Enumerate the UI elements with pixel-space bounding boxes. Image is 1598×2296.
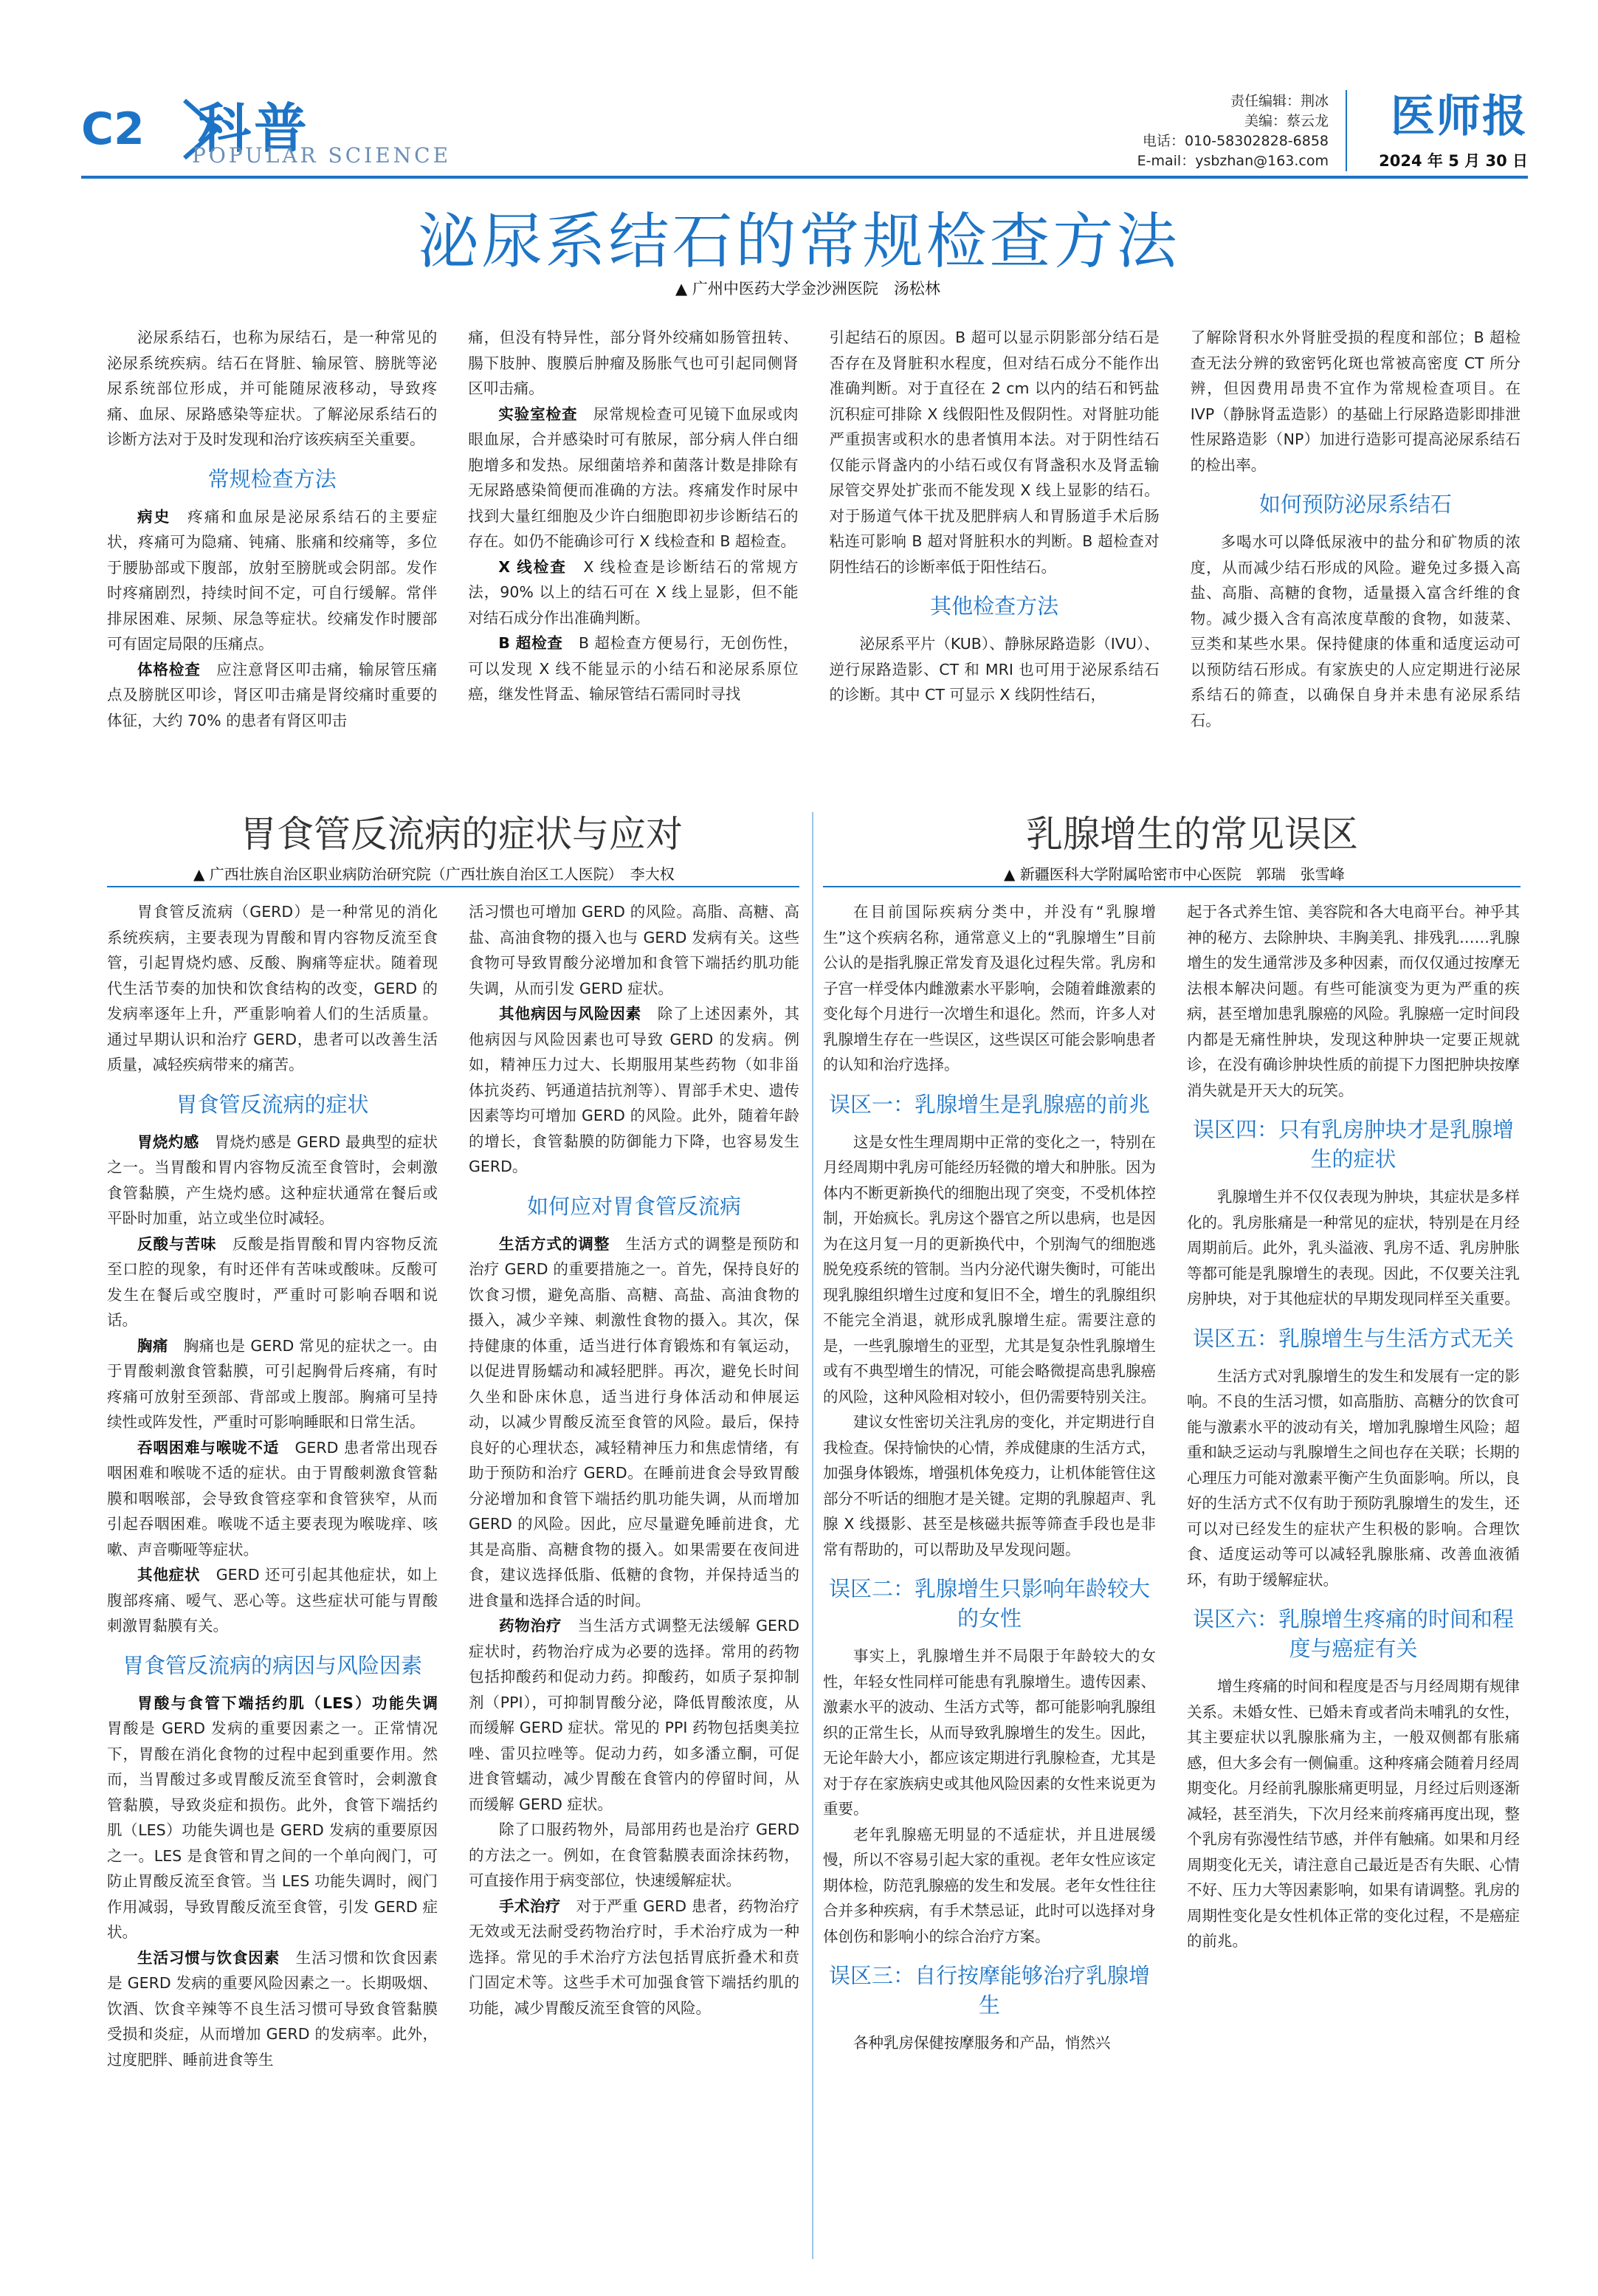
lead-term: 病史 bbox=[137, 507, 171, 526]
page-number: C2 bbox=[81, 103, 145, 155]
paragraph-text: B 超检查方便易行，无创伤性，可以发现 X 线不能显示的小结石和泌尿系原位癌，继发性肾盂、输尿管结石需同时寻找 bbox=[468, 634, 799, 703]
lead-term: 吞咽困难与喉咙不适 bbox=[137, 1438, 280, 1457]
article1-col-1 bbox=[107, 325, 437, 797]
article3-col-1 bbox=[823, 899, 1156, 2265]
paragraph: 除了口服药物外，局部用药也是治疗 GERD 的方法之一。例如，在食管黏膜表面涂抹药物，可直接作用于病变部位，快速缓解症状。 bbox=[469, 1821, 799, 1889]
paragraph-text: 尿常规检查可见镜下血尿或肉眼血尿，合并感染时可有脓尿，部分病人伴白细胞增多和发热。尿细菌培养和菌落计数是排除有无尿路感染简便而准确的方法。疼痛发作时尿中找到大量红细胞及少许白细胞即初步诊断结石的存在。如仍不能确诊可行 X 线检查和 B 超检查。 bbox=[468, 405, 799, 550]
paragraph bbox=[107, 1562, 438, 1639]
paragraph: 泌尿系平片（KUB）、静脉尿路造影（IVU）、逆行尿路造影、CT 和 MRI 也可用于泌尿系结石的诊断。其中 CT 可显示 X 线阴性结石， bbox=[829, 635, 1160, 704]
paragraph-text: 生活方式的调整是预防和治疗 GERD 的重要措施之一。首先，保持良好的饮食习惯，避免高脂、高糖、高盐、高油食物的摄入，减少辛辣、刺激性食物的摄入。其次，保持健康的体重，适当进行体育锻炼和有氧运动，以促进胃肠蠕动和减轻肥胖。再次，避免长时间久坐和卧床休息，适当进行身体活动和伸展运动，以减少胃酸反流至食管的风险。最后，保持良好的心理状态，减轻精神压力和焦虑情绪，有助于预防和治疗 GERD。在睡前进食会导致胃酸分泌增加和食管下端括约肌功能失调，从而增加 GERD 的风险。因此，应尽量避免睡前进食，尤其是高脂、高糖食物的摄入。如果需要在夜间进食，建议选择低脂、低糖的食物，并保持适当的进食量和选择合适的时间。 bbox=[469, 1234, 799, 1609]
paragraph bbox=[468, 554, 798, 631]
article2-body bbox=[107, 899, 799, 2265]
lead-term: 胸痛 bbox=[137, 1336, 168, 1355]
paragraph-text: 除了上述因素外，其他病因与风险因素也可导致 GERD 的发病。例如，精神压力过大、长期服用某些药物（如非甾体抗炎药、钙通道拮抗剂等）、胃部手术史、遗传因素等均可增加 GERD 的风险。此外，随着年龄的增长，食管黏膜的防御能力下降，也容易发生 GERD。 bbox=[469, 1005, 799, 1175]
paragraph: 生活方式对乳腺增生的发生和发展有一定的影响。不良的生活习惯，如高脂肪、高糖分的饮食可能与激素水平的波动有关，增加乳腺增生风险；超重和缺乏运动与乳腺增生之间也存在关联；长期的心理压力可能对激素平衡产生负面影响。所以，良好的生活方式不仅有助于预防乳腺增生的发生，还可以对已经发生的症状产生积极的影响。合理饮食、适度运动等可以减轻乳腺胀痛、改善血液循环，有助于缓解症状。 bbox=[1187, 1367, 1520, 1589]
subheading: 误区六：乳腺增生疼痛的时间和程度与癌症有关 bbox=[1192, 1606, 1514, 1661]
paragraph-text: 反酸是指胃酸和胃内容物反流至口腔的现象，有时还伴有苦味或酸味。反酸可发生在餐后或空腹时，严重时可影响吞咽和说话。 bbox=[107, 1234, 438, 1329]
subheading: 误区三：自行按摩能够治疗乳腺增生 bbox=[828, 1963, 1150, 2018]
brand-name: 医师报 bbox=[1391, 91, 1528, 142]
paragraph: 各种乳房保健按摩服务和产品，悄然兴 bbox=[853, 2034, 1111, 2052]
lead-term: 其他症状 bbox=[137, 1566, 201, 1584]
email-line: E-mail：ysbzhan@163.com bbox=[1137, 153, 1329, 169]
paragraph bbox=[107, 1130, 438, 1231]
designer-line: 美编：蔡云龙 bbox=[1244, 113, 1329, 129]
paragraph-text: GERD 患者常出现吞咽困难和喉咙不适的症状。由于胃酸刺激食管黏膜和咽喉部，会导致食管痉挛和食管狭窄，从而引起吞咽困难。喉咙不适主要表现为喉咙痒、咳嗽、声音嘶哑等症状。 bbox=[107, 1438, 438, 1558]
paragraph-text: 疼痛和血尿是泌尿系结石的主要症状，疼痛可为隐痛、钝痛、胀痛和绞痛等，多位于腰胁部或下腹部，放射至膀胱或会阴部。发作时疼痛剧烈，持续时间不定，可自行缓解。常伴排尿困难、尿频、尿急等症状。绞痛发作时腰部可有固定局限的压痛点。 bbox=[107, 507, 438, 653]
article3-body bbox=[823, 899, 1520, 2265]
paragraph: 增生疼痛的时间和程度是否与月经周期有规律关系。未婚女性、已婚未育或者尚未哺乳的女性，其主要症状以乳腺胀痛为主，一般双侧都有胀痛感，但大多会有一侧偏重。这种疼痛会随着月经周期变化。月经前乳腺胀痛更明显，月经过后则逐渐减轻，甚至消失，下次月经来前疼痛再度出现，整个乳房有弥漫性结节感，并伴有触痛。如果和月经周期变化无关，请注意自己最近是否有失眠、心情不好、压力大等因素影响，如果有请调整。乳房的周期性变化是女性机体正常的变化过程，不是癌症的前兆。 bbox=[1187, 1677, 1520, 1950]
paragraph: 乳腺增生并不仅仅表现为肿块，其症状是多样化的。乳房胀痛是一种常见的症状，特别是在月经周期前后。此外，乳头溢液、乳房不适、乳房肿胀等都可能是乳腺增生的表现。因此，不仅要关注乳房肿块，对于其他症状的早期发现同样至关重要。 bbox=[1187, 1188, 1520, 1307]
editor-line: 责任编辑：荆冰 bbox=[1230, 93, 1329, 109]
lead-term: 实验室检查 bbox=[498, 405, 578, 423]
column-divider bbox=[812, 812, 813, 2259]
subheading: 如何应对胃食管反流病 bbox=[526, 1193, 741, 1219]
article3-col-2 bbox=[1187, 899, 1520, 2265]
masthead bbox=[81, 81, 1528, 170]
section-subtitle: POPULAR SCIENCE bbox=[192, 143, 452, 168]
paragraph-text: 生活习惯和饮食因素是 GERD 发病的重要风险因素之一。长期吸烟、饮酒、饮食辛辣等不良生活习惯可导致食管黏膜受损和炎症，从而增加 GERD 的发病率。此外，过度肥胖、睡前进食等生 bbox=[107, 1948, 438, 2069]
subheading: 如何预防泌尿系结石 bbox=[1258, 492, 1452, 517]
paragraph: 这是女性生理周期中正常的变化之一，特别在月经周期中乳房可能经历轻微的增大和肿胀。因为体内不断更新换代的细胞出现了突变，不受机体控制，开始疯长。乳房这个器官之所以患病，也是因为在这月复一月的更新换代中，个别淘气的细胞逃脱免疫系统的管制。当内分泌代谢失衡时，可能出现乳腺组织增生过度和复旧不全，增生的乳腺组织不能完全消退，就形成乳腺增生症。需要注意的是，一些乳腺增生的亚型，尤其是复杂性乳腺增生或有不典型增生的情况，可能会略微提高患乳腺癌的风险，这种风险相对较小，但仍需要特别关注。 bbox=[823, 1132, 1156, 1406]
paragraph bbox=[469, 1001, 799, 1180]
lead-term: 胃烧灼感 bbox=[137, 1132, 199, 1151]
subheading: 常规检查方法 bbox=[207, 466, 337, 492]
phone-line: 电话：010-58302828-6858 bbox=[1142, 133, 1329, 149]
article1-author: ▲ 广州中医药大学金沙洲医院 汤松林 bbox=[675, 280, 940, 298]
article2-col-1 bbox=[107, 899, 438, 2265]
subheading: 误区五：乳腺增生与生活方式无关 bbox=[1192, 1325, 1514, 1351]
subheading: 其他检查方法 bbox=[930, 594, 1059, 619]
paragraph-text: 胃烧灼感是 GERD 最典型的症状之一。当胃酸和胃内容物反流至食管时，会刺激食管黏膜，产生烧灼感。这种症状通常在餐后或平卧时加重，站立或坐位时减轻。 bbox=[107, 1132, 438, 1227]
paragraph-text: 对于严重 GERD 患者，药物治疗无效或无法耐受药物治疗时，手术治疗成为一种选择。常见的手术治疗方法包括胃底折叠术和贲门固定术等。这些手术可加强食管下端括约肌的功能，减少胃酸反流至食管的风险。 bbox=[469, 1897, 799, 2017]
subheading: 误区四：只有乳房肿块才是乳腺增生的症状 bbox=[1192, 1117, 1514, 1172]
paragraph: 起于各式养生馆、美容院和各大电商平台。神乎其神的秘方、去除肿块、丰胸美乳、排残乳……乳腺增生的发生通常涉及多种因素，而仅仅通过按摩无法根本解决问题。有些可能演变为更为严重的疾病，甚至增加患乳腺癌的风险。乳腺癌一定时间段内都是无痛性肿块，发现这种肿块一定要正规就诊，在没有确诊肿块性质的前提下力图把肿块按摩消失就是开天大的玩笑。 bbox=[1187, 903, 1520, 1099]
article1-title: 泌尿系结石的常规检查方法 bbox=[418, 207, 1180, 277]
lead-term: 手术治疗 bbox=[499, 1897, 561, 1915]
paragraph bbox=[469, 1894, 799, 2021]
paragraph bbox=[469, 1613, 799, 1817]
paragraph: 在目前国际疾病分类中，并没有“乳腺增生”这个疾病名称，通常意义上的“乳腺增生”目前公认的是指乳腺正常发育及退化过程失常。乳房和子宫一样受体内雌激素水平影响，会随着雌激素的变化每个月进行一次增生和退化。然而，许多人对乳腺增生存在一些误区，这些误区可能会影响患者的认知和治疗选择。 bbox=[823, 903, 1156, 1073]
lead-term: 胃酸与食管下端括约肌（LES）功能失调 bbox=[137, 1694, 438, 1712]
paragraph: 建议女性密切关注乳房的变化，并定期进行自我检查。保持愉快的心情，养成健康的生活方式，加强身体锻炼，增强机体免疫力，让机体能管住这部分不听话的细胞才是关键。定期的乳腺超声、乳腺 X 线摄影、甚至是核磁共振等筛查手段也是非常有帮助的，可以帮助及早发现问题。 bbox=[823, 1413, 1156, 1558]
paragraph: 老年乳腺癌无明显的不适症状，并且进展缓慢，所以不容易引起大家的重视。老年女性应该定期体检，防范乳腺癌的发生和发展。老年女性往往合并多种疾病，有手术禁忌证，此时可以选择对身体创伤和影响小的综合治疗方案。 bbox=[823, 1825, 1156, 1945]
paragraph-text: 胸痛也是 GERD 常见的症状之一。由于胃酸刺激食管黏膜，可引起胸骨后疼痛，有时疼痛可放射至颈部、背部或上腹部。胸痛可呈持续性或阵发性，严重时可影响睡眠和日常生活。 bbox=[107, 1336, 438, 1431]
article1-col-4 bbox=[1191, 325, 1520, 797]
lead-term: 生活方式的调整 bbox=[499, 1234, 610, 1253]
lead-term: 药物治疗 bbox=[499, 1617, 562, 1635]
paragraph bbox=[468, 402, 798, 554]
paragraph: 痛，但没有特异性，部分肾外绞痛如肠管扭转、腸下肢肿、腹膜后肿瘤及肠胀气也可引起同侧肾区叩击痛。 bbox=[468, 329, 799, 397]
paragraph: 泌尿系结石，也称为尿结石，是一种常见的泌尿系统疾病。结石在肾脏、输尿管、膀胱等泌尿系统部位形成，并可能随尿液移动，导致疼痛、血尿、尿路感染等症状。了解泌尿系结石的诊断方法对于及时发现和治疗该疾病至关重要。 bbox=[107, 329, 438, 448]
lead-term: 反酸与苦味 bbox=[137, 1234, 217, 1253]
paragraph: 多喝水可以降低尿液中的盐分和矿物质的浓度，从而减少结石形成的风险。避免过多摄入高盐、高脂、高糖的食物，适量摄入富含纤维的食物。减少摄入含有高浓度草酸的食物，如菠菜、豆类和某些水果。保持健康的体重和适度运动可以预防结石形成。有家族史的人应定期进行泌尿系结石的筛查，以确保自身并未患有泌尿系结石。 bbox=[1190, 533, 1520, 729]
paragraph bbox=[107, 1231, 438, 1333]
article2-title: 胃食管反流病的症状与应对 bbox=[240, 813, 683, 856]
paragraph bbox=[468, 630, 798, 707]
paragraph: 了解除肾积水外肾脏受损的程度和部位；B 超检查无法分辨的致密钙化斑也常被高密度 CT 所分辨，但因费用昂贵不宜作为常规检查项目。在 IVP（静脉肾盂造影）的基础上行尿路造影即排泄性尿路造影（NP）加进行造影可提高泌尿系结石的检出率。 bbox=[1190, 329, 1520, 474]
paragraph bbox=[107, 657, 437, 734]
paragraph bbox=[469, 1231, 799, 1614]
article2-author: ▲ 广西壮族自治区职业病防治研究院（广西壮族自治区工人医院） 李大权 bbox=[193, 865, 675, 883]
subheading: 胃食管反流病的症状 bbox=[176, 1091, 369, 1117]
paragraph bbox=[107, 1945, 438, 2073]
paragraph-text: X 线检查是诊断结石的常规方法，90% 以上的结石可在 X 线上显影，但不能对结石成分作出准确判断。 bbox=[468, 557, 799, 627]
masthead-rule bbox=[81, 176, 1528, 179]
newspaper-logo bbox=[1358, 81, 1528, 171]
paragraph: 活习惯也可增加 GERD 的风险。高脂、高糖、高盐、高油食物的摄入也与 GERD 发病有关。这些食物可导致胃酸分泌增加和食管下端括约肌功能失调，从而引发 GERD 症状。 bbox=[469, 903, 799, 997]
paragraph-text: 应注意肾区叩击痛，输尿管压痛点及膀胱区叩诊，肾区叩击痛是肾绞痛时重要的体征，大约 70% 的患者有肾区叩击 bbox=[107, 660, 438, 729]
paragraph bbox=[107, 1333, 438, 1435]
article3-author: ▲ 新疆医科大学附属哈密市中心医院 郭瑞 张雪峰 bbox=[1004, 865, 1345, 883]
issue-date: 2024 年 5 月 30 日 bbox=[1379, 152, 1528, 170]
paragraph bbox=[107, 504, 437, 657]
paragraph-text: 胃酸是 GERD 发病的重要因素之一。正常情况下，胃酸在消化食物的过程中起到重要作用。然而，当胃酸过多或胃酸反流至食管时，会刺激食管黏膜，导致炎症和损伤。此外，食管下端括约肌（LES）功能失调也是 GERD 发病的重要原因之一。LES 是食管和胃之间的一个单向阀门，可防止胃酸反流至食管。当 LES 功能失调时，阀门作用减弱，导致胃酸反流至食管，引发 GERD 症状。 bbox=[107, 1719, 438, 1941]
paragraph bbox=[107, 1691, 438, 1945]
article2-col-2 bbox=[469, 899, 799, 2265]
section-title: 科普 bbox=[198, 97, 311, 159]
lead-term: 生活习惯与饮食因素 bbox=[137, 1948, 280, 1967]
subheading: 误区二：乳腺增生只影响年龄较大的女性 bbox=[828, 1576, 1150, 1631]
paragraph-text: GERD 还可引起其他症状，如上腹部疼痛、嗳气、恶心等。这些症状可能与胃酸刺激胃黏膜有关。 bbox=[107, 1566, 438, 1635]
article2-rule bbox=[107, 886, 799, 887]
article3-title: 乳腺增生的常见误区 bbox=[1026, 813, 1358, 856]
lead-term: B 超检查 bbox=[498, 634, 563, 652]
paragraph: 引起结石的原因。B 超可以显示阴影部分结石是否存在及肾脏积水程度，但对结石成分不能作出准确判断。对于直径在 2 cm 以内的结石和钙盐沉积症可排除 X 线假阳性及假阴性。对肾脏功能严重损害或积水的患者慎用本法。对于阴性结石仅能示肾盏内的小结石或仅有肾盏积水及肾盂输尿管交界处扩张而不能发现 X 线上显影的结石。对于肠道气体干扰及肥胖病人和胃肠道手术后肠粘连可影响 B 超对肾脏积水的判断。B 超检查对阴性结石的诊断率低于阳性结石。 bbox=[829, 329, 1160, 576]
paragraph-text: 当生活方式调整无法缓解 GERD 症状时，药物治疗成为必要的选择。常用的药物包括抑酸药和促动力药。抑酸药，如质子泵抑制剂（PPI），可抑制胃酸分泌，降低胃酸浓度，从而缓解 GERD 症状。常见的 PPI 药物包括奥美拉唑、雷贝拉唑等。促动力药，如多潘立酮，可促进食管蠕动，减少胃酸在食管内的停留时间，从而缓解 GERD 症状。 bbox=[469, 1617, 799, 1813]
paragraph bbox=[107, 1435, 438, 1563]
lead-term: X 线检查 bbox=[498, 557, 567, 576]
article1-col-3 bbox=[830, 325, 1160, 797]
masthead-divider bbox=[1346, 90, 1347, 171]
lead-term: 体格检查 bbox=[137, 660, 201, 678]
subheading: 误区一：乳腺增生是乳腺癌的前兆 bbox=[828, 1091, 1150, 1117]
editor-info bbox=[1137, 92, 1329, 171]
paragraph: 事实上，乳腺增生并不局限于年龄较大的女性，年轻女性同样可能患有乳腺增生。遗传因素、激素水平的波动、生活方式等，都可能影响乳腺组织的正常生长，从而导致乳腺增生的发生。因此，无论年龄大小，都应该定期进行乳腺检查，尤其是对于存在家族病史或其他风险因素的女性来说更为重要。 bbox=[823, 1647, 1156, 1818]
article1-col-2 bbox=[468, 325, 798, 797]
lead-term: 其他病因与风险因素 bbox=[499, 1005, 642, 1022]
subheading: 胃食管反流病的病因与风险因素 bbox=[122, 1652, 422, 1678]
paragraph: 胃食管反流病（GERD）是一种常见的消化系统疾病，主要表现为胃酸和胃内容物反流至食管，引起胃烧灼感、反酸、胸痛等症状。随着现代生活节奏的加快和饮食结构的改变，GERD 的发病率逐年上升，严重影响着人们的生活质量。通过早期认识和治疗 GERD，患者可以改善生活质量，减轻疾病带来的痛苦。 bbox=[107, 903, 438, 1073]
article1-body bbox=[107, 325, 1520, 797]
article3-rule bbox=[823, 886, 1520, 887]
